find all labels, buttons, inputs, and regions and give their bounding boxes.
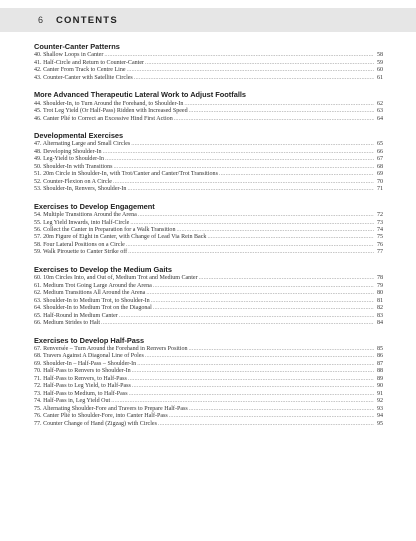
entry-page-number: 80 xyxy=(376,290,383,297)
entry-title: 74. Half-Pass in, Leg Yield Out xyxy=(34,398,111,405)
entry-page-number: 82 xyxy=(376,305,383,312)
dot-leader xyxy=(128,249,374,256)
entry-page-number: 94 xyxy=(376,413,383,420)
dot-leader xyxy=(137,361,374,368)
dot-leader xyxy=(145,353,374,360)
entry-title: 54. Multiple Transitions Around the Arena xyxy=(34,212,137,219)
toc-entry[interactable] xyxy=(34,298,383,305)
dot-leader xyxy=(174,116,374,123)
toc-entry[interactable] xyxy=(34,406,383,413)
toc-entry[interactable] xyxy=(34,141,383,148)
dot-leader xyxy=(119,313,374,320)
entry-title: 45. Trot Leg Yield (Or Half-Pass) Ridden with Increased Speed xyxy=(34,108,188,115)
entry-title: 64. Shoulder-In to Medium Trot on the Diagonal xyxy=(34,305,152,312)
dot-leader xyxy=(158,421,374,428)
toc-entry[interactable] xyxy=(34,421,383,428)
dot-leader xyxy=(132,383,374,390)
entry-page-number: 83 xyxy=(376,312,383,319)
toc-entry[interactable] xyxy=(34,283,383,290)
dot-leader xyxy=(103,149,374,156)
entry-title: 57. 20m Figure of Eight in Canter, with Change of Lead Via Rein Back xyxy=(34,234,207,241)
toc-entry[interactable] xyxy=(34,353,383,360)
entry-title: 46. Canter Plié to Correct an Excessive Hind First Action xyxy=(34,115,173,122)
entry-title: 61. Medium Trot Going Large Around the Arena xyxy=(34,282,152,289)
section-title: Developmental Exercises xyxy=(34,131,124,141)
entry-page-number: 78 xyxy=(376,275,383,282)
dot-leader xyxy=(111,398,374,405)
entry-title: 63. Shoulder-In to Medium Trot, to Shoulder-In xyxy=(34,297,150,304)
toc-entry[interactable] xyxy=(34,52,383,59)
entry-page-number: 86 xyxy=(376,353,383,360)
dot-leader xyxy=(199,275,374,282)
toc-entry[interactable] xyxy=(34,305,383,312)
toc-entry[interactable] xyxy=(34,383,383,390)
entry-page-number: 91 xyxy=(376,390,383,397)
entry-title: 77. Counter Change of Hand (Zigzag) with Circles xyxy=(34,420,157,427)
entry-page-number: 74 xyxy=(376,226,383,233)
toc-entry[interactable] xyxy=(34,313,383,320)
dot-leader xyxy=(219,171,374,178)
toc-section xyxy=(34,202,383,257)
entry-page-number: 79 xyxy=(376,282,383,289)
dot-leader xyxy=(146,290,374,297)
entry-page-number: 90 xyxy=(376,383,383,390)
dot-leader xyxy=(184,101,374,108)
entry-title: 69. Shoulder-In – Half-Pass – Shoulder-In xyxy=(34,360,137,367)
toc-entry[interactable] xyxy=(34,108,383,115)
dot-leader xyxy=(130,220,374,227)
entry-page-number: 65 xyxy=(376,141,383,148)
dot-leader xyxy=(189,406,374,413)
entry-page-number: 69 xyxy=(376,171,383,178)
entry-page-number: 66 xyxy=(376,148,383,155)
entry-title: 55. Leg Yield Inwards, into Half-Circle xyxy=(34,219,130,226)
section-title: Exercises to Develop Engagement xyxy=(34,201,155,211)
toc-entry[interactable] xyxy=(34,186,383,193)
entry-title: 41. Half-Circle and Return to Counter-Canter xyxy=(34,59,145,66)
dot-leader xyxy=(153,305,374,312)
entry-title: 52. Counter-Flexion on A Circle xyxy=(34,178,112,185)
dot-leader xyxy=(169,413,374,420)
entry-title: 71. Half-Pass to Renvers, to Half-Pass xyxy=(34,375,127,382)
entry-title: 44. Shoulder-In, to Turn Around the Forehand, to Shoulder-In xyxy=(34,100,184,107)
entry-page-number: 84 xyxy=(376,320,383,327)
entry-page-number: 85 xyxy=(376,345,383,352)
header-bar xyxy=(0,8,416,32)
toc-entry[interactable] xyxy=(34,75,383,82)
entry-title: 67. Renversée – Turn Around the Forehand in Renvers Position xyxy=(34,345,188,352)
page-number: 6 xyxy=(38,15,44,25)
dot-leader xyxy=(101,320,374,327)
toc-entry[interactable] xyxy=(34,60,383,67)
section-title: More Advanced Therapeutic Lateral Work to Adjust Footfalls xyxy=(34,90,247,100)
entry-title: 51. 20m Circle in Shoulder-In, with Trot/Canter and Canter/Trot Transitions xyxy=(34,171,218,178)
section-title: Exercises to Develop the Medium Gaits xyxy=(34,264,173,274)
entry-title: 70. Half-Pass to Renvers to Shoulder-In xyxy=(34,368,131,375)
toc-entry[interactable] xyxy=(34,320,383,327)
toc-entry[interactable] xyxy=(34,413,383,420)
toc-entry[interactable] xyxy=(34,398,383,405)
toc-section xyxy=(34,265,383,328)
entry-title: 49. Leg-Yield to Shoulder-In xyxy=(34,156,105,163)
toc-section xyxy=(34,42,383,82)
entry-title: 47. Alternating Large and Small Circles xyxy=(34,141,131,148)
dot-leader xyxy=(114,164,375,171)
entry-title: 42. Canter From Track to Centre Line xyxy=(34,67,126,74)
entry-page-number: 58 xyxy=(376,52,383,59)
entry-page-number: 95 xyxy=(376,420,383,427)
entry-page-number: 81 xyxy=(376,297,383,304)
section-title: Counter-Canter Patterns xyxy=(34,42,120,51)
entry-page-number: 60 xyxy=(376,67,383,74)
dot-leader xyxy=(105,156,374,163)
entry-page-number: 62 xyxy=(376,100,383,107)
toc-entry[interactable] xyxy=(34,156,383,163)
entry-page-number: 71 xyxy=(376,186,383,193)
toc-entry[interactable] xyxy=(34,212,383,219)
entry-title: 65. Half-Round in Medium Canter xyxy=(34,312,118,319)
entry-title: 50. Shoulder-In with Transitions xyxy=(34,163,113,170)
dot-leader xyxy=(127,186,374,193)
dot-leader xyxy=(153,283,374,290)
toc-entry[interactable] xyxy=(34,234,383,241)
dot-leader xyxy=(127,67,374,74)
toc-entry[interactable] xyxy=(34,179,383,186)
dot-leader xyxy=(151,298,374,305)
dot-leader xyxy=(131,141,374,148)
entry-title: 53. Shoulder-In, Renvers, Shoulder-In xyxy=(34,186,127,193)
entry-page-number: 76 xyxy=(376,241,383,248)
toc-section xyxy=(34,131,383,194)
toc-entry[interactable] xyxy=(34,249,383,256)
toc-entry[interactable] xyxy=(34,101,383,108)
entry-page-number: 92 xyxy=(376,398,383,405)
entry-title: 62. Medium Transitions All Around the Arena xyxy=(34,290,146,297)
entry-title: 73. Half-Pass to Medium, to Half-Pass xyxy=(34,390,128,397)
table-of-contents xyxy=(34,42,383,436)
dot-leader xyxy=(129,391,374,398)
dot-leader xyxy=(128,376,374,383)
entry-title: 76. Canter Plié to Shoulder-Fore, into Canter Half-Pass xyxy=(34,413,168,420)
toc-entry[interactable] xyxy=(34,67,383,74)
entry-title: 72. Half-Pass to Leg Yield, to Half-Pass xyxy=(34,383,131,390)
entry-page-number: 70 xyxy=(376,178,383,185)
toc-entry[interactable] xyxy=(34,149,383,156)
dot-leader xyxy=(132,368,374,375)
entry-title: 75. Alternating Shoulder-Fore and Travers to Prepare Half-Pass xyxy=(34,405,188,412)
entry-title: 40. Shallow Loops in Canter xyxy=(34,52,104,59)
entry-page-number: 89 xyxy=(376,375,383,382)
entry-title: 68. Travers Against A Diagonal Line of Poles xyxy=(34,353,144,360)
toc-entry[interactable] xyxy=(34,171,383,178)
entry-title: 60. 10m Circles Into, and Out of, Medium Trot and Medium Canter xyxy=(34,275,198,282)
dot-leader xyxy=(126,242,374,249)
dot-leader xyxy=(104,52,374,59)
entry-page-number: 73 xyxy=(376,219,383,226)
entry-page-number: 72 xyxy=(376,212,383,219)
toc-entry[interactable] xyxy=(34,116,383,123)
entry-page-number: 68 xyxy=(376,163,383,170)
dot-leader xyxy=(207,234,374,241)
toc-entry[interactable] xyxy=(34,275,383,282)
entry-page-number: 87 xyxy=(376,360,383,367)
entry-page-number: 77 xyxy=(376,249,383,256)
entry-page-number: 93 xyxy=(376,405,383,412)
entry-title: 43. Counter-Canter with Satellite Circles xyxy=(34,74,133,81)
entry-page-number: 63 xyxy=(376,108,383,115)
entry-page-number: 64 xyxy=(376,115,383,122)
entry-page-number: 88 xyxy=(376,368,383,375)
entry-page-number: 75 xyxy=(376,234,383,241)
entry-title: 59. Walk Pirouette to Canter Strike off xyxy=(34,249,128,256)
entry-title: 56. Collect the Canter in Preparation for a Walk Transition xyxy=(34,226,176,233)
section-title: Exercises to Develop Half-Pass xyxy=(34,335,145,345)
entry-page-number: 67 xyxy=(376,156,383,163)
toc-entry[interactable] xyxy=(34,290,383,297)
toc-entry[interactable] xyxy=(34,164,383,171)
entry-title: 48. Developing Shoulder-In xyxy=(34,148,102,155)
dot-leader xyxy=(138,212,374,219)
toc-entry[interactable] xyxy=(34,368,383,375)
toc-entry[interactable] xyxy=(34,220,383,227)
entry-page-number: 61 xyxy=(376,74,383,81)
entry-title: 58. Four Lateral Positions on a Circle xyxy=(34,241,125,248)
toc-section xyxy=(34,90,383,123)
entry-title: 66. Medium Strides to Halt xyxy=(34,320,101,327)
dot-leader xyxy=(176,227,374,234)
entry-page-number: 59 xyxy=(376,59,383,66)
dot-leader xyxy=(134,75,374,82)
dot-leader xyxy=(189,346,374,353)
dot-leader xyxy=(189,108,374,115)
dot-leader xyxy=(145,60,374,67)
dot-leader xyxy=(113,179,374,186)
page-title: CONTENTS xyxy=(56,14,118,26)
toc-section xyxy=(34,336,383,428)
